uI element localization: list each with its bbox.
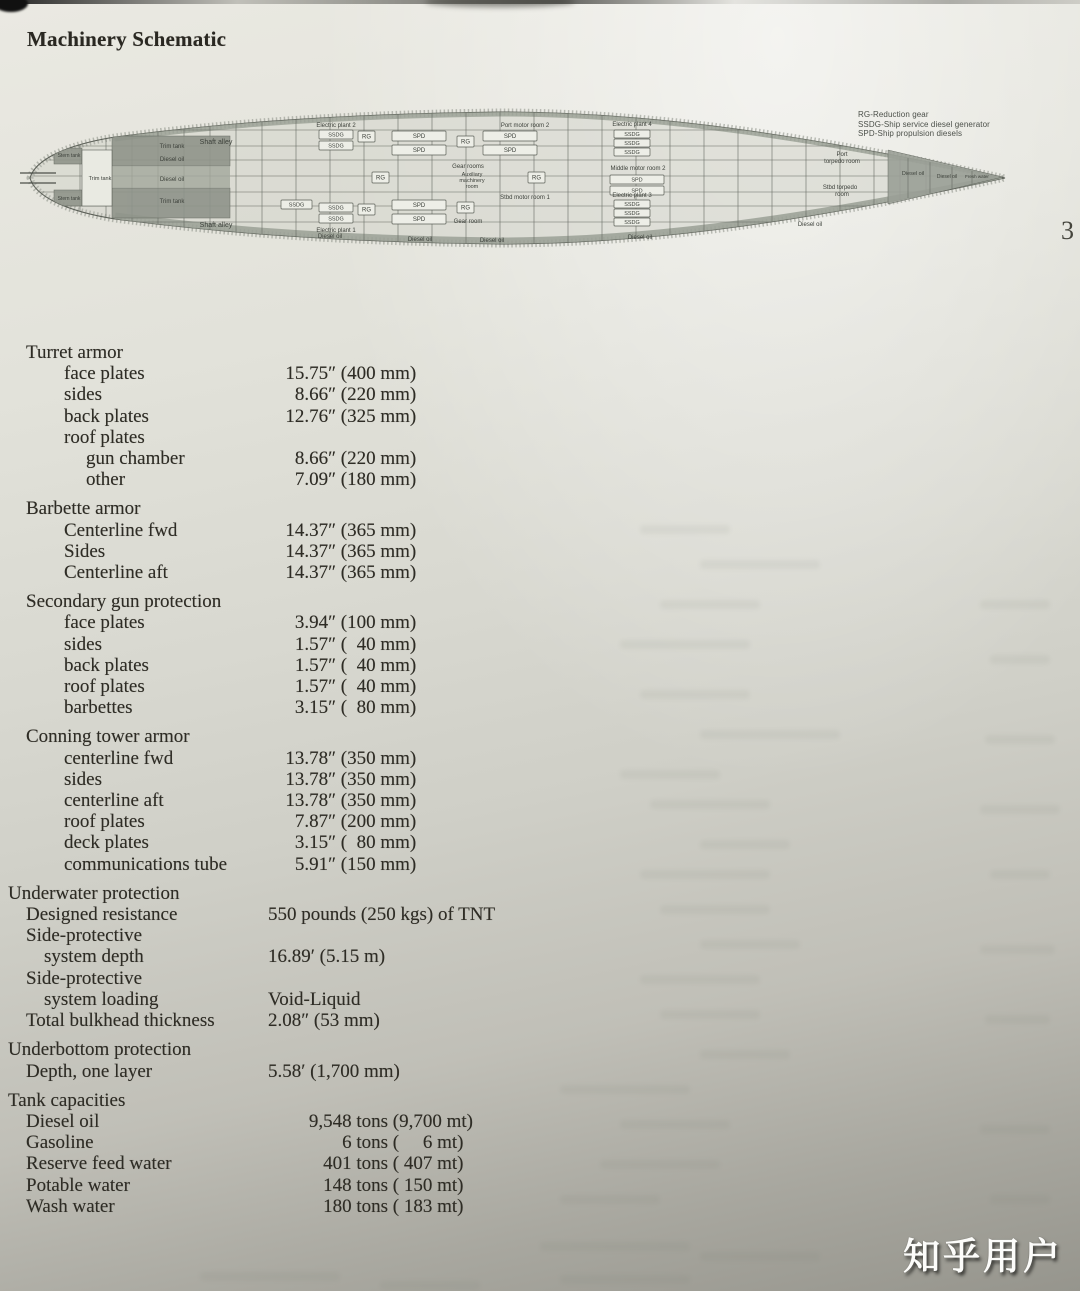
spec-value: 12.76″ (325 mm) (285, 405, 417, 427)
svg-text:RG: RG (532, 175, 541, 182)
svg-text:SPD: SPD (412, 217, 426, 224)
svg-text:Diesel oil: Diesel oil (936, 174, 958, 180)
spec-row (0, 769, 600, 790)
svg-text:RG: RG (461, 139, 470, 146)
legend-line-spd: SPD-Ship propulsion diesels (858, 129, 963, 138)
svg-text:SPD: SPD (631, 188, 643, 195)
spec-section (0, 883, 600, 1031)
svg-text:Stern tank: Stern tank (57, 196, 81, 202)
svg-text:SSDG: SSDG (624, 141, 640, 148)
spec-row (0, 612, 600, 633)
spec-label: other (86, 469, 126, 491)
spec-value: 3.15″ ( 80 mm) (294, 832, 417, 854)
spec-row (0, 469, 600, 490)
svg-text:SSDG: SSDG (328, 205, 344, 212)
spec-value: 9,548 tons (9,700 mt) (308, 1110, 473, 1132)
spec-label: system loading (44, 988, 159, 1010)
spec-value: 15.75″ (400 mm) (285, 363, 417, 385)
spec-value: 148 tons ( 150 mt) (323, 1174, 464, 1196)
spec-section (0, 591, 600, 718)
spec-value: 8.66″ (220 mm) (294, 384, 417, 406)
spec-label: deck plates (64, 832, 149, 854)
spec-label: sides (64, 768, 102, 790)
svg-text:Gear room: Gear room (453, 219, 483, 225)
svg-text:Electric plant 2: Electric plant 2 (316, 123, 356, 129)
spec-row (0, 363, 600, 384)
svg-text:Electric plant 4: Electric plant 4 (612, 122, 652, 128)
spec-label: Designed resistance (26, 904, 178, 926)
spec-label: centerline fwd (64, 747, 174, 769)
spec-label: Gasoline (26, 1132, 94, 1154)
svg-text:SSDG: SSDG (328, 216, 344, 223)
svg-text:room: room (465, 184, 479, 190)
svg-text:SSDG: SSDG (624, 220, 640, 227)
spec-row (0, 1175, 600, 1196)
spec-label: roof plates (64, 426, 145, 448)
spec-row (0, 1061, 600, 1082)
spec-row (0, 1153, 600, 1174)
spec-row (0, 946, 600, 967)
spec-row (0, 634, 600, 655)
svg-text:Electric plant 3: Electric plant 3 (612, 193, 652, 199)
spec-row (0, 790, 600, 811)
spec-value: 5.91″ (150 mm) (294, 853, 417, 875)
svg-text:RG: RG (461, 205, 470, 212)
svg-text:Port: Port (836, 152, 848, 158)
spec-label: Total bulkhead thickness (26, 1010, 215, 1032)
spec-label: Depth, one layer (26, 1060, 153, 1082)
svg-text:Diesel oil: Diesel oil (407, 237, 433, 243)
spec-row (0, 1132, 600, 1153)
spec-label: back plates (64, 405, 149, 427)
spec-value: 3.15″ ( 80 mm) (294, 697, 417, 719)
legend-line-rg: RG-Reduction gear (858, 110, 929, 119)
spec-label: communications tube (64, 853, 228, 875)
spec-section-title: Conning tower armor (26, 726, 190, 748)
spec-row (0, 854, 600, 875)
spec-row (0, 832, 600, 853)
spec-value: 13.78″ (350 mm) (285, 790, 417, 812)
spec-value: 401 tons ( 407 mt) (323, 1153, 464, 1175)
svg-text:SPD: SPD (503, 134, 517, 141)
spec-section (0, 498, 600, 583)
spec-section (0, 1039, 600, 1081)
spec-section (0, 342, 600, 490)
spec-row (0, 925, 600, 946)
svg-text:RG: RG (376, 175, 385, 182)
photo-top-smudge (425, 0, 575, 7)
svg-text:machinery: machinery (459, 178, 485, 184)
svg-text:SPD: SPD (503, 148, 517, 155)
svg-text:Electric plant 1: Electric plant 1 (316, 228, 356, 234)
spec-row (0, 655, 600, 676)
spec-value: 14.37″ (365 mm) (285, 540, 417, 562)
spec-section-title: Turret armor (26, 342, 123, 363)
spec-value: 550 pounds (250 kgs) of TNT (268, 904, 496, 926)
spec-row (0, 1196, 600, 1217)
spec-value: Void-Liquid (268, 988, 361, 1010)
spec-label: system depth (44, 946, 144, 968)
svg-text:torpedo room: torpedo room (824, 159, 860, 165)
svg-text:RG: RG (362, 134, 371, 141)
svg-text:SSDG: SSDG (624, 211, 640, 218)
spec-row (0, 904, 600, 925)
spec-value: 1.57″ ( 40 mm) (294, 633, 417, 655)
spec-row (0, 989, 600, 1010)
svg-text:SSDG: SSDG (328, 132, 344, 139)
spec-value: 13.78″ (350 mm) (285, 768, 417, 790)
svg-text:Diesel oil: Diesel oil (317, 234, 343, 240)
page-number: 3 (1061, 216, 1074, 245)
svg-text:SPD: SPD (412, 203, 426, 210)
spec-row (0, 406, 600, 427)
spec-label: roof plates (64, 811, 145, 833)
spec-value: 14.37″ (365 mm) (285, 562, 417, 584)
svg-text:Shaft alley: Shaft alley (199, 222, 233, 229)
svg-text:Diesel oil: Diesel oil (159, 157, 185, 163)
svg-text:Stern tank: Stern tank (57, 153, 81, 159)
spec-value: 14.37″ (365 mm) (285, 519, 417, 541)
spec-label: sides (64, 633, 102, 655)
spec-label: Potable water (26, 1174, 130, 1196)
spec-row (0, 811, 600, 832)
spec-row (0, 748, 600, 769)
spec-value: 8.66″ (220 mm) (294, 448, 417, 470)
svg-text:Stbd torpedo: Stbd torpedo (822, 185, 858, 191)
svg-text:Diesel oil: Diesel oil (479, 238, 505, 244)
spec-section-title: Secondary gun protection (26, 591, 222, 613)
spec-label: Wash water (26, 1195, 115, 1217)
svg-text:SSDG: SSDG (624, 202, 640, 209)
spec-label: Side-protective (26, 967, 143, 989)
svg-text:SPD: SPD (412, 148, 426, 155)
svg-text:SSDG: SSDG (328, 143, 344, 150)
svg-text:Diesel oil: Diesel oil (159, 177, 185, 183)
spec-row (0, 1111, 600, 1132)
spec-value: 16.89′ (5.15 m) (268, 946, 386, 968)
spec-row (0, 968, 600, 989)
spec-row (0, 562, 600, 583)
spec-label: Centerline fwd (64, 519, 178, 541)
svg-text:SPD: SPD (631, 177, 643, 184)
svg-text:SSDG: SSDG (288, 202, 305, 209)
svg-text:Gear rooms: Gear rooms (452, 164, 484, 170)
svg-text:Stbd motor room 1: Stbd motor room 1 (500, 195, 550, 201)
spec-row (0, 697, 600, 718)
spec-label: Diesel oil (26, 1110, 100, 1132)
spec-section-title: Tank capacities (8, 1089, 126, 1111)
spec-value: 3.94″ (100 mm) (294, 612, 417, 634)
svg-text:SSDG: SSDG (624, 150, 640, 157)
spec-row (0, 520, 600, 541)
spec-value: 6 tons ( 6 mt) (342, 1132, 464, 1154)
spec-label: sides (64, 384, 102, 406)
spec-section-title: Underbottom protection (8, 1039, 192, 1061)
spec-value: 7.09″ (180 mm) (294, 469, 417, 491)
spec-label: back plates (64, 654, 149, 676)
spec-value: 2.08″ (53 mm) (268, 1010, 380, 1032)
spec-value (248, 427, 336, 448)
spec-label: face plates (64, 363, 145, 385)
spec-section-title: Underwater protection (8, 882, 180, 904)
svg-text:Middle motor room 2: Middle motor room 2 (610, 166, 666, 172)
svg-text:Trim tank: Trim tank (159, 199, 185, 205)
svg-text:Trim tank: Trim tank (159, 144, 185, 150)
spec-row (0, 384, 600, 405)
svg-text:SSDG: SSDG (624, 132, 640, 139)
spec-label: Sides (64, 540, 106, 562)
watermark: 知乎用户 (903, 1236, 1063, 1277)
legend-line-ssdg: SSDG-Ship service diesel generator (858, 119, 990, 129)
specifications-list (0, 342, 600, 1225)
spec-value: 5.58′ (1,700 mm) (268, 1060, 400, 1082)
spec-row (0, 541, 600, 562)
spec-section (0, 1090, 600, 1217)
spec-value: 1.57″ ( 40 mm) (294, 676, 417, 698)
spec-label: barbettes (64, 697, 133, 719)
spec-label: centerline aft (64, 790, 164, 812)
spec-label: Centerline aft (64, 562, 168, 584)
svg-text:Diesel oil: Diesel oil (901, 171, 925, 177)
spec-row (0, 676, 600, 697)
svg-text:RG: RG (362, 207, 371, 214)
svg-text:Port motor room 2: Port motor room 2 (500, 123, 550, 129)
spec-section (0, 726, 600, 874)
spec-value: 1.57″ ( 40 mm) (294, 654, 417, 676)
spec-value: 13.78″ (350 mm) (285, 747, 417, 769)
schematic-legend (858, 110, 990, 139)
spec-label: Reserve feed water (26, 1153, 172, 1175)
svg-text:SPD: SPD (412, 134, 426, 141)
svg-text:Shaft alley: Shaft alley (199, 139, 233, 146)
spec-label: face plates (64, 612, 145, 634)
spec-row (0, 1010, 600, 1031)
photo-corner-artifact (0, 0, 28, 12)
svg-text:room: room (835, 192, 849, 198)
svg-text:Auxiliary: Auxiliary (461, 172, 483, 178)
svg-text:Diesel oil: Diesel oil (627, 235, 653, 241)
spec-label: Side-protective (26, 925, 143, 947)
spec-value: 7.87″ (200 mm) (294, 811, 417, 833)
svg-text:Fresh water: Fresh water (965, 174, 989, 179)
spec-value: 180 tons ( 183 mt) (323, 1195, 464, 1217)
svg-text:Diesel oil: Diesel oil (797, 222, 823, 228)
spec-row (0, 448, 600, 469)
spec-label: roof plates (64, 676, 145, 698)
page-title: Machinery Schematic (27, 27, 227, 51)
spec-label: gun chamber (86, 448, 185, 470)
spec-row (0, 427, 600, 448)
spec-section-title: Barbette armor (26, 498, 141, 520)
svg-text:Trim tank: Trim tank (88, 176, 112, 182)
